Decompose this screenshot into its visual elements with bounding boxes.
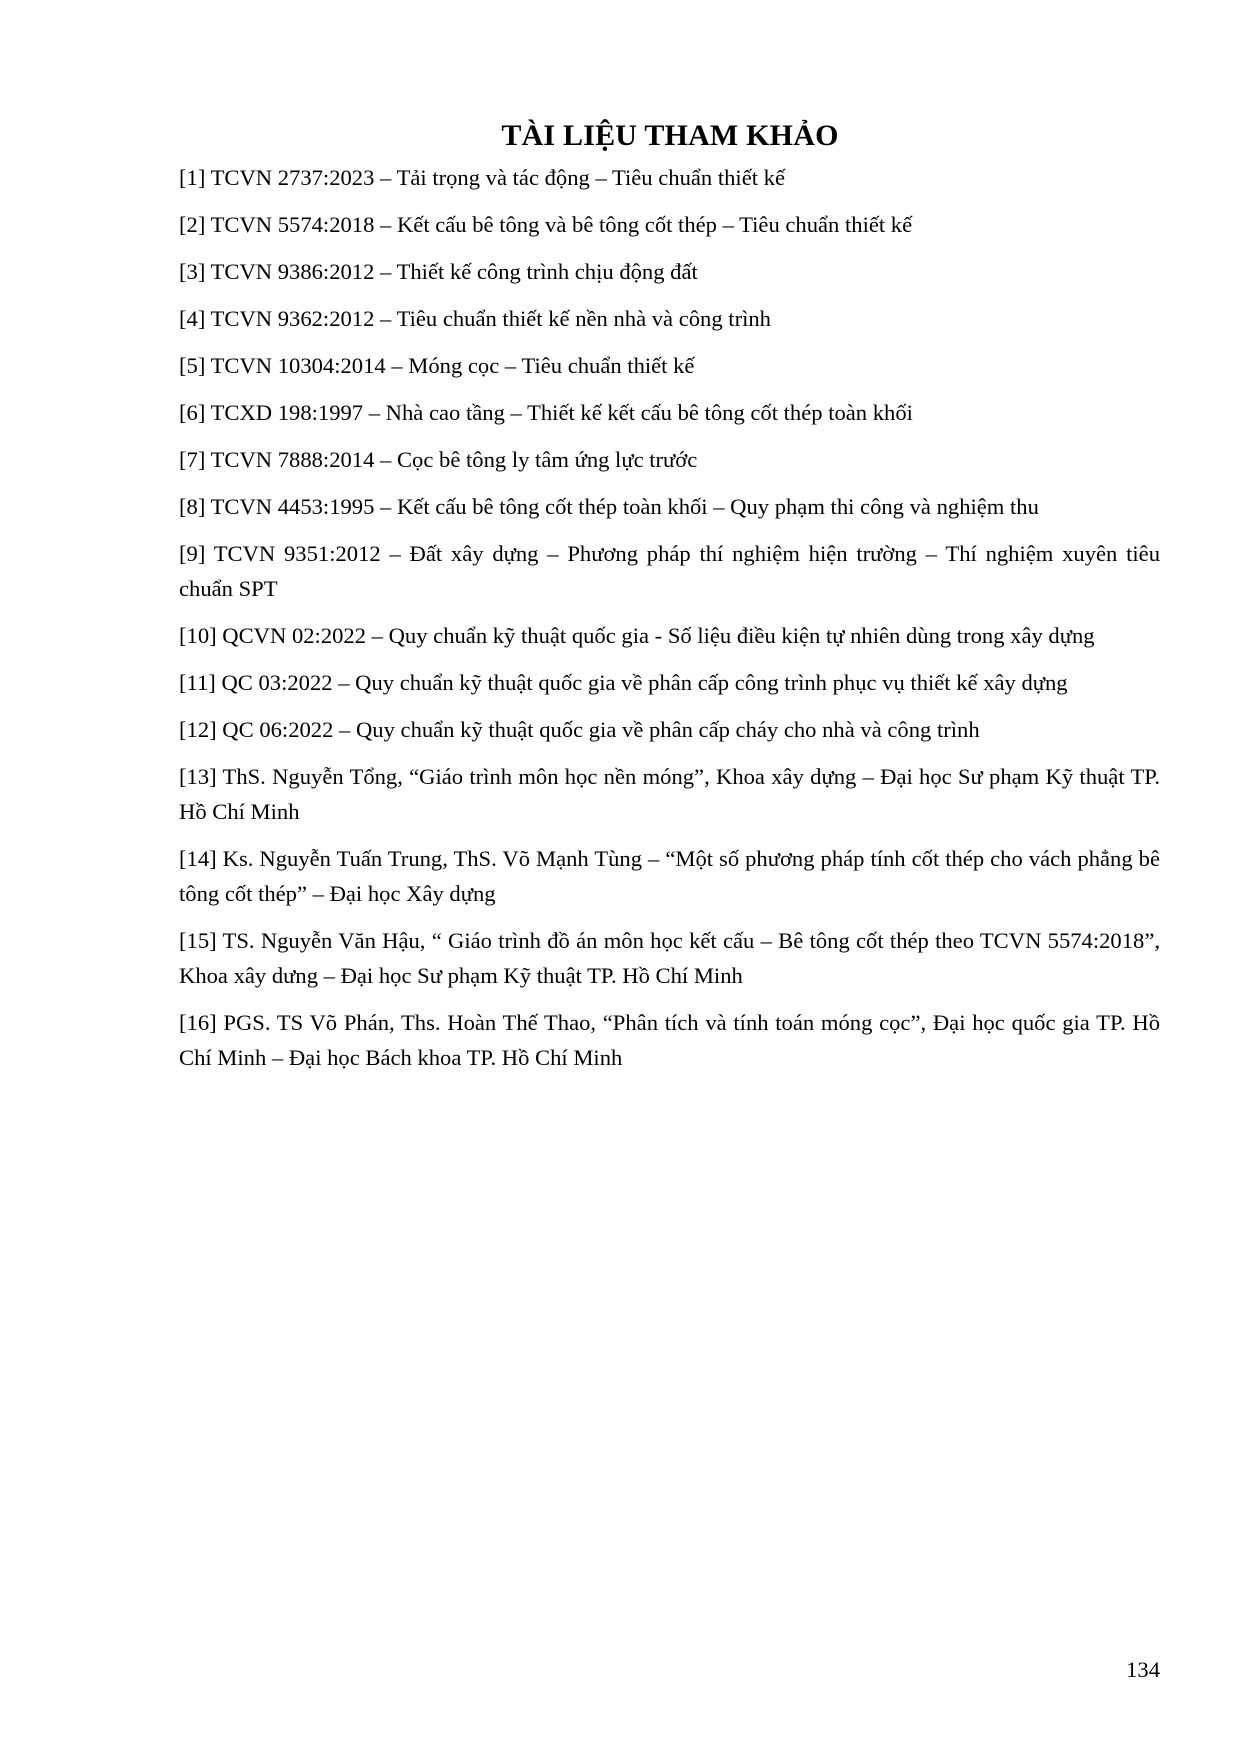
page-number: 134 xyxy=(1126,1657,1160,1682)
reference-item-14: [14] Ks. Nguyễn Tuấn Trung, ThS. Võ Mạnh Tùng – “Một số phương pháp tính cốt thép cho vách phẳng bê tông cốt thép” – Đại học Xây dựng xyxy=(179,846,1160,906)
reference-list xyxy=(179,160,1160,1087)
reference-item-3: [3] TCVN 9386:2012 – Thiết kế công trình chịu động đất xyxy=(179,259,698,284)
reference-item-7: [7] TCVN 7888:2014 – Cọc bê tông ly tâm ứng lực trước xyxy=(179,447,698,472)
reference-item-4: [4] TCVN 9362:2012 – Tiêu chuẩn thiết kế nền nhà và công trình xyxy=(179,306,771,331)
page-title: TÀI LIỆU THAM KHẢO xyxy=(501,119,839,152)
reference-item-11: [11] QC 03:2022 – Quy chuẩn kỹ thuật quốc gia về phân cấp công trình phục vụ thiết kế xây dựng xyxy=(179,670,1068,695)
reference-item-16: [16] PGS. TS Võ Phán, Ths. Hoàn Thế Thao, “Phân tích và tính toán móng cọc”, Đại học quốc gia TP. Hồ Chí Minh – Đại học Bách khoa TP. Hồ Chí Minh xyxy=(179,1010,1160,1070)
reference-item-1: [1] TCVN 2737:2023 – Tải trọng và tác động – Tiêu chuẩn thiết kế xyxy=(179,165,785,190)
reference-item-10: [10] QCVN 02:2022 – Quy chuẩn kỹ thuật quốc gia - Số liệu điều kiện tự nhiên dùng trong xây dựng xyxy=(179,623,1095,648)
reference-item-8: [8] TCVN 4453:1995 – Kết cấu bê tông cốt thép toàn khối – Quy phạm thi công và nghiệm thu xyxy=(179,494,1039,519)
reference-item-9: [9] TCVN 9351:2012 – Đất xây dựng – Phương pháp thí nghiệm hiện trường – Thí nghiệm xuyên tiêu chuẩn SPT xyxy=(179,541,1160,601)
reference-item-6: [6] TCXD 198:1997 – Nhà cao tầng – Thiết kế kết cấu bê tông cốt thép toàn khối xyxy=(179,400,913,425)
reference-item-2: [2] TCVN 5574:2018 – Kết cấu bê tông và bê tông cốt thép – Tiêu chuẩn thiết kế xyxy=(179,212,913,237)
reference-item-15: [15] TS. Nguyễn Văn Hậu, “ Giáo trình đồ án môn học kết cấu – Bê tông cốt thép theo TCVN 5574:2018”, Khoa xây dưng – Đại học Sư phạm Kỹ thuật TP. Hồ Chí Minh xyxy=(179,928,1160,988)
reference-item-5: [5] TCVN 10304:2014 – Móng cọc – Tiêu chuẩn thiết kế xyxy=(179,353,695,378)
reference-item-13: [13] ThS. Nguyễn Tổng, “Giáo trình môn học nền móng”, Khoa xây dựng – Đại học Sư phạm Kỹ thuật TP. Hồ Chí Minh xyxy=(179,764,1160,824)
reference-item-12: [12] QC 06:2022 – Quy chuẩn kỹ thuật quốc gia về phân cấp cháy cho nhà và công trình xyxy=(179,717,980,742)
